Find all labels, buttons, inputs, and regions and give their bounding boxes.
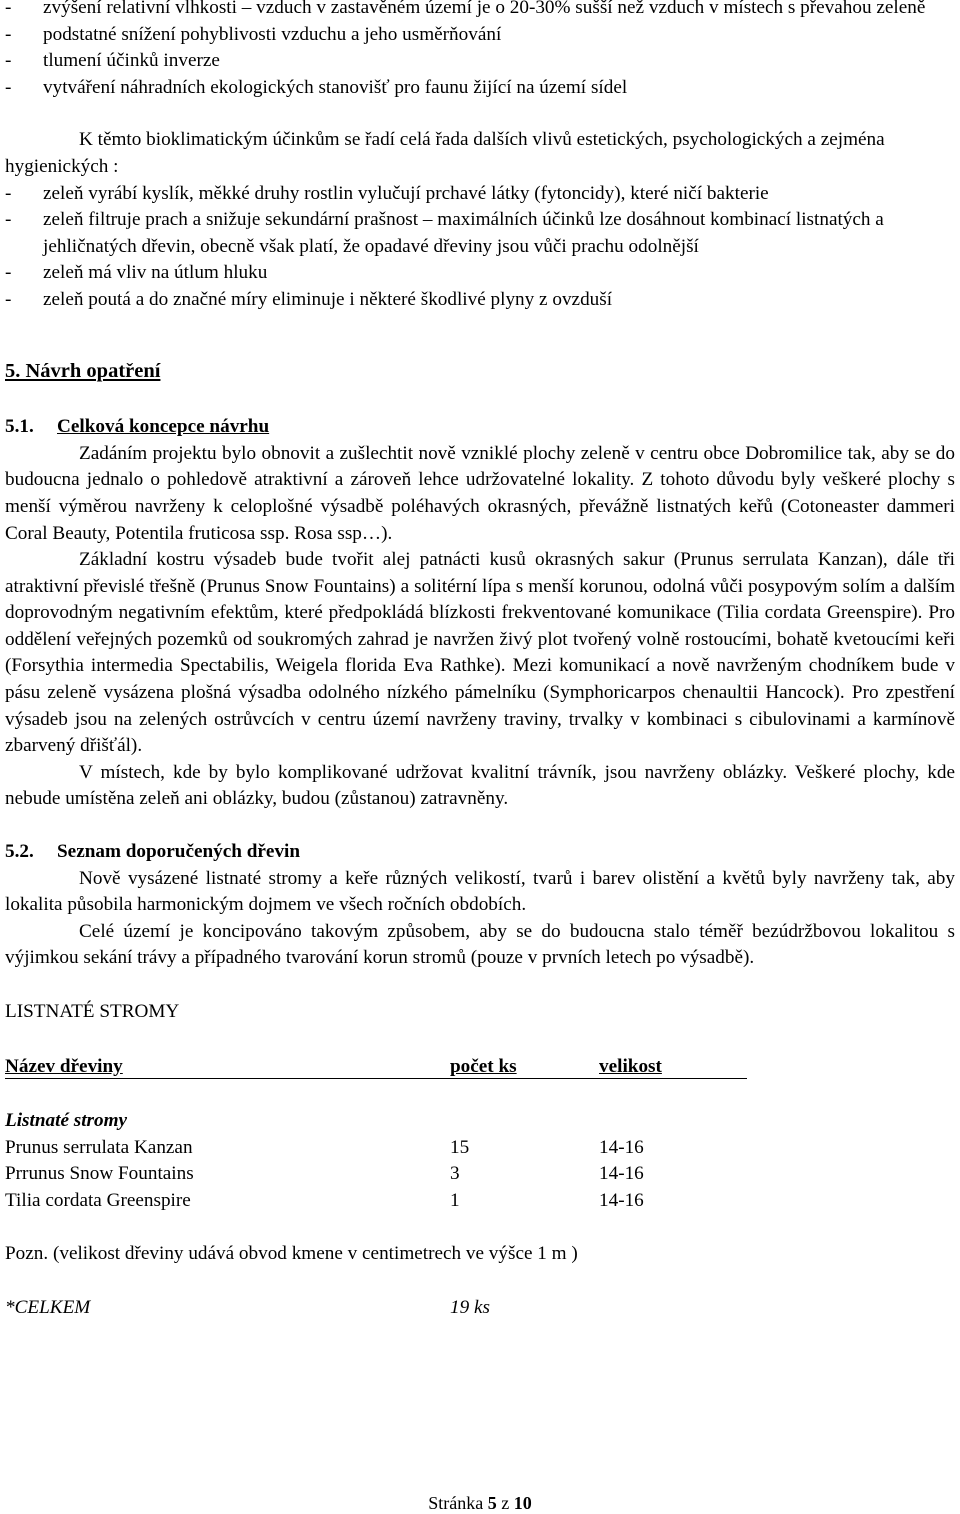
list-item: - zeleň filtruje prach a snižuje sekundární prašnost – maximálních účinků lze dosáhnout kombinací listnatých a jehličnatých dřevin, obecně však platí, že opadavé dřeviny jsou vůči prachu odolnější bbox=[5, 209, 884, 257]
section-5-1-heading: 5.1. Celková koncepce návrhu bbox=[5, 416, 270, 438]
footer-prefix: Stránka bbox=[428, 1493, 484, 1513]
table-row: Prunus serrulata Kanzan 15 14-16 bbox=[5, 1136, 644, 1158]
intro-bullet-list bbox=[5, 0, 955, 101]
total-value: 19 ks bbox=[450, 1297, 490, 1319]
list-item: - vytváření náhradních ekologických stanovišť pro faunu žijící na území sídel bbox=[5, 76, 628, 98]
list-item: - tlumení účinků inverze bbox=[5, 50, 220, 72]
s52-paragraph-2: Celé území je koncipováno takovým způsobem, aby se do budoucna stalo téměř bezúdržbovou lokalitou s výjimkou sekání trávy a případného tvarování korun stromů (pouze v prvních letech po výsadbě). bbox=[5, 920, 955, 969]
table-header-row bbox=[5, 1054, 955, 1081]
total-label: *CELKEM bbox=[5, 1297, 91, 1319]
table-row: Prrunus Snow Fountains 3 14-16 bbox=[5, 1163, 644, 1185]
section-5-heading: 5. Návrh opatření bbox=[5, 359, 161, 382]
column-header-count: počet ks bbox=[450, 1055, 517, 1077]
hygiene-bullet-list bbox=[5, 181, 955, 314]
page-footer bbox=[0, 1492, 960, 1514]
column-header-name: Název dřeviny bbox=[5, 1055, 123, 1077]
footer-separator: z bbox=[501, 1493, 510, 1513]
group-label: Listnaté stromy bbox=[5, 1110, 128, 1132]
s51-paragraph-1: Zadáním projektu bylo obnovit a zušlechtit nově vzniklé plochy zeleně v centru obce Dobromilice tak, aby se do budoucna jednalo o pohledově atraktivní a zároveň lehce udržovatelné lokality. Z tohoto důvodu byly veškeré plochy s menší výměrou navrženy k celoplošné výsadbě poléhavých okrasných, převážně listnatých keřů (Cotoneaster dammeri Coral Beauty, Potentila fruticosa ssp. Rosa ssp…). bbox=[5, 442, 955, 544]
s51-paragraph-3: V místech, kde by bylo komplikované udržovat kvalitní trávník, jsou navrženy oblázky. Veškeré plochy, kde nebude umístěna zeleň ani oblázky, budou (zůstanou) zatravněny. bbox=[5, 761, 955, 810]
s52-paragraph-1: Nově vysázené listnaté stromy a keře různých velikostí, tvarů i barev olistění a květů byly navrženy tak, aby lokalita působila harmonickým dojmem ve všech ročních obdobích. bbox=[5, 867, 955, 916]
table-group-row bbox=[5, 1108, 955, 1135]
footer-total-pages: 10 bbox=[513, 1493, 532, 1513]
document-page bbox=[5, 0, 955, 1322]
list-item: - podstatné snížení pohyblivosti vzduchu a jeho usměrňování bbox=[5, 23, 502, 45]
trees-table bbox=[5, 1054, 955, 1215]
s51-paragraph-2: Základní kostru výsadeb bude tvořit alej patnácti kusů okrasných sakur (Prunus serrulata Kanzan), dále tři atraktivní převislé třešně (Prunus Snow Fountains) a solitérní lípa s menší korunou, odolná vůči posypovým solím a dalším doprovodným negativním efektům, které předpokládá blízkosti frekventované komunikace (Tilia cordata Greenspire). Pro oddělení veřejných pozemků od soukromých zahrad je navržen živý plot tvořený volně rostoucími, bohatě kvetoucími keři (Forsythia intermedia Spectabilis, Weigela florida Eva Rathke). Mezi komunikací a nově navrženým chodníkem bude v pásu zeleně vysázena plošná výsadba odolného nízkého pámelníku (Symphoricarpos chenaultii Hancock). Pro zpestření výsadeb jsou na zelených ostrůvcích v centru území navrženy traviny, trvalky v kombinaci s cibulovinami a karmínově zbarvený dřišťál). bbox=[5, 549, 955, 757]
total-row bbox=[5, 1295, 955, 1322]
size-note: Pozn. (velikost dřeviny udává obvod kmene v centimetrech ve výšce 1 m ) bbox=[5, 1242, 578, 1264]
bio-paragraph: K těmto bioklimatickým účinkům se řadí celá řada dalších vlivů estetických, psychologických a zejména hygienických : bbox=[5, 129, 885, 177]
table-row: Tilia cordata Greenspire 1 14-16 bbox=[5, 1189, 644, 1211]
list-item: - zeleň poutá a do značné míry eliminuje i některé škodlivé plyny z ovzduší bbox=[5, 288, 613, 310]
trees-heading: LISTNATÉ STROMY bbox=[5, 1001, 180, 1022]
list-item: - zvýšení relativní vlhkosti – vzduch v zastavěném území je o 20-30% sušší než vzduch v místech s převahou zeleně bbox=[5, 0, 926, 18]
footer-current-page: 5 bbox=[487, 1493, 497, 1513]
section-5-2-heading: 5.2. Seznam doporučených dřevin bbox=[5, 841, 301, 863]
list-item: - zeleň vyrábí kyslík, měkké druhy rostlin vylučují prchavé látky (fytoncidy), které ničí bakterie bbox=[5, 182, 769, 204]
column-header-size: velikost bbox=[599, 1055, 662, 1077]
list-item: - zeleň má vliv na útlum hluku bbox=[5, 262, 268, 284]
